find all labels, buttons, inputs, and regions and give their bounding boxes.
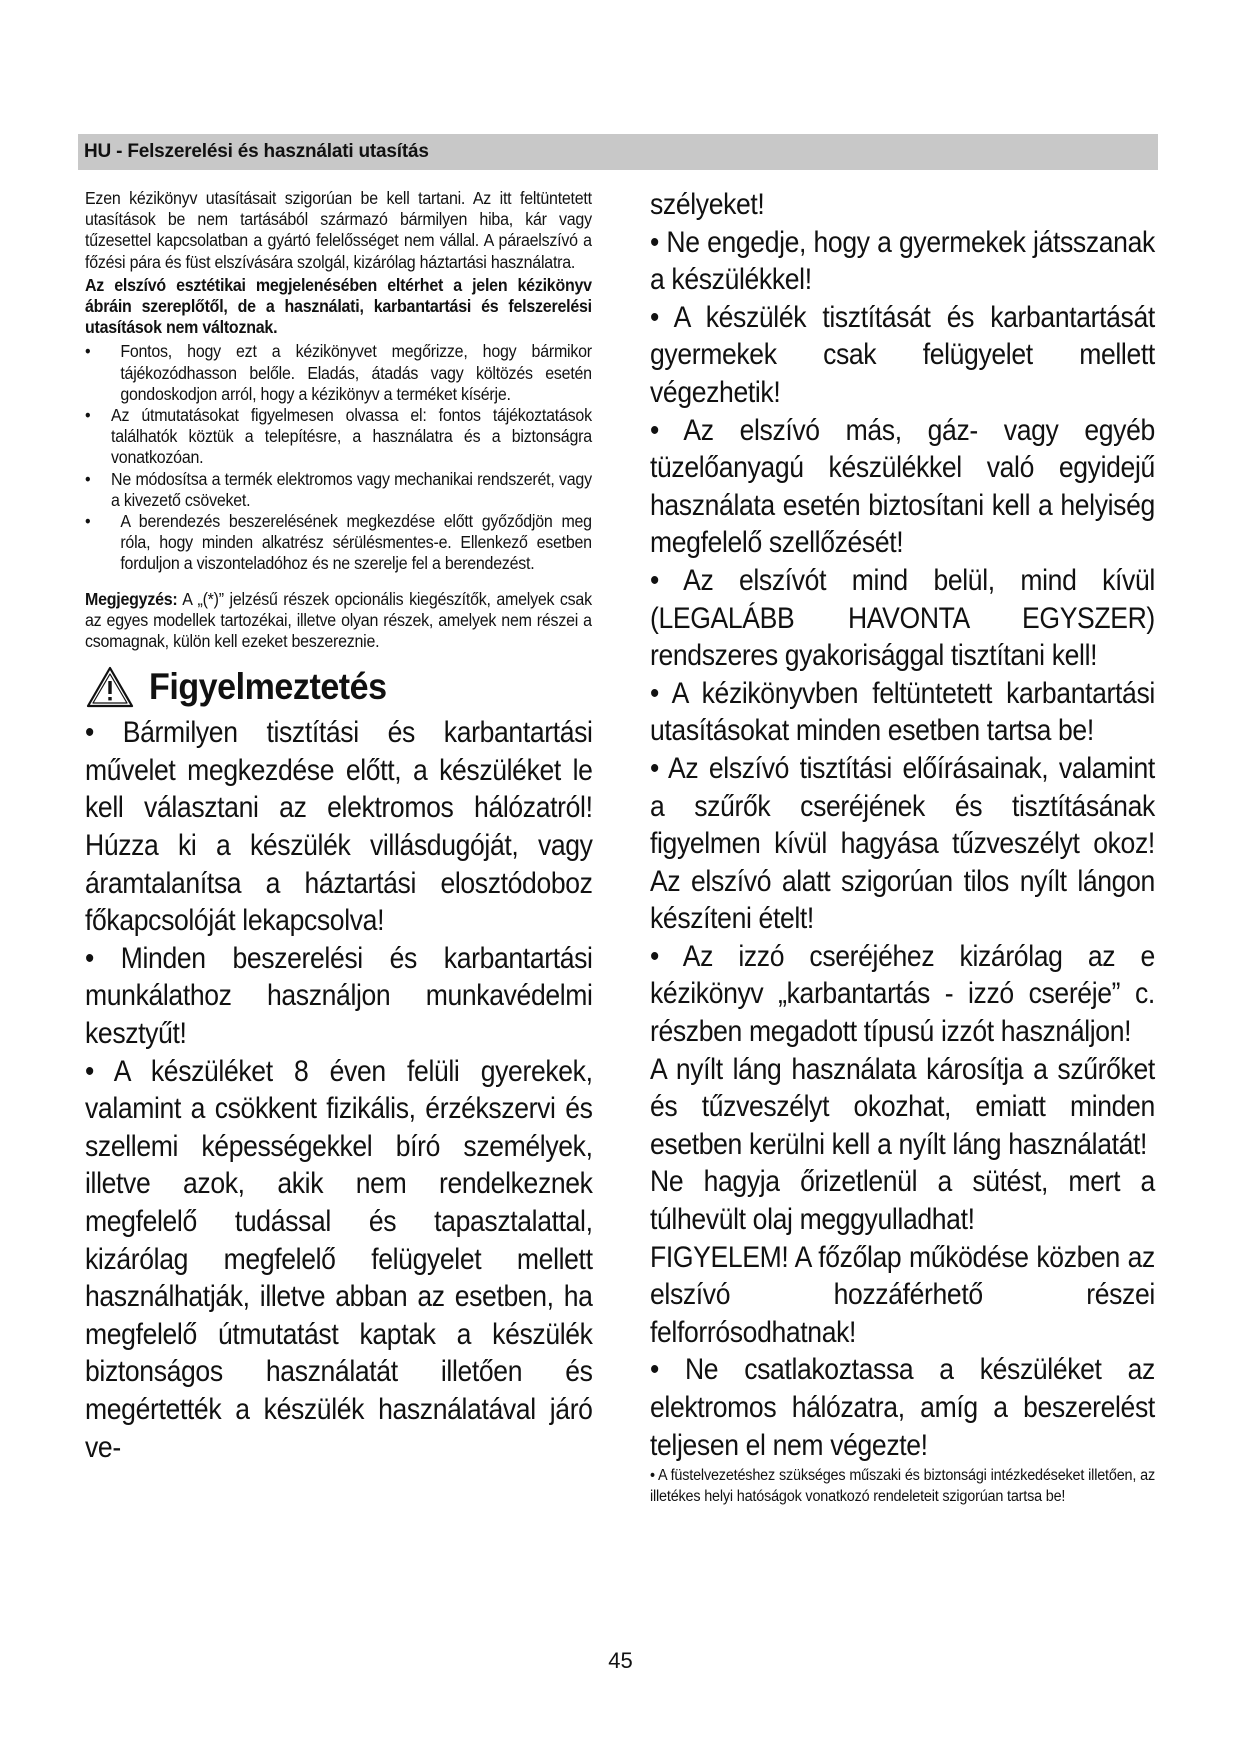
warning-paragraph: • A kézikönyvben feltüntetett karbantartási utasításokat minden esetben tartsa be! bbox=[650, 676, 1155, 748]
warning-paragraph: • Az elszívó tisztítási előírásainak, valamint a szűrők cseréjének és tisztításának figyelmen kívül hagyása tűzveszélyt okoz! Az elszívó alatt szigorúan tilos nyílt lángon készíteni ételt! bbox=[650, 751, 1155, 936]
page-number: 45 bbox=[608, 1648, 633, 1673]
list-item: • Fontos, hogy ezt a kézikönyvet megőrizze, hogy bármikor tájékozódhasson belőle. Eladás, átadás vagy költözés esetén gondoskodjon arról, hogy a kézikönyv a terméket kísérje. bbox=[85, 341, 592, 404]
section-title: HU - Felszerelési és használati utasítás bbox=[84, 141, 429, 162]
warning-paragraph: A nyílt láng használata károsítja a szűrőket és tűzveszélyt okozhat, emiatt minden esetben kerülni kell a nyílt láng használatát! bbox=[650, 1052, 1155, 1161]
right-column bbox=[650, 186, 1155, 1507]
note-label: Megjegyzés: bbox=[85, 588, 178, 609]
warning-title: Figyelmeztetés bbox=[149, 666, 387, 708]
warning-paragraph: • Ne csatlakoztassa a készüléket az elektromos hálózatra, amíg a beszerelést teljesen el nem végezte! bbox=[650, 1353, 1155, 1462]
bullet-icon: • bbox=[85, 511, 91, 532]
warning-paragraph: • Minden beszerelési és karbantartási munkálathoz használjon munkavédelmi kesztyűt! bbox=[85, 941, 593, 1051]
list-item: • A berendezés beszerelésének megkezdése előtt győződjön meg róla, hogy minden alkatrész sérülésmentes-e. Ellenkező esetben forduljon a viszonteladóhoz és ne szerelje fel a berendezést. bbox=[85, 511, 592, 574]
bullet-icon: • bbox=[85, 341, 91, 362]
warning-paragraph: • A készülék tisztítását és karbantartását gyermekek csak felügyelet mellett végezhetik! bbox=[650, 300, 1155, 409]
bullet-icon: • bbox=[85, 405, 91, 426]
list-item: • Ne módosítsa a termék elektromos vagy mechanikai rendszerét, vagy a kivezető csöveket. bbox=[85, 468, 592, 510]
warning-paragraph: szélyeket! bbox=[650, 188, 765, 221]
warning-paragraph: • Az elszívót mind belül, mind kívül (LEGALÁBB HAVONTA EGYSZER) rendszeres gyakorisággal tisztítani kell! bbox=[650, 563, 1155, 673]
warning-triangle-icon bbox=[85, 665, 135, 709]
note-text: A „(*)” jelzésű részek opcionális kiegészítők, amelyek csak az egyes modellek tartozékai, illetve olyan részek, amelyek nem részei a csomagnak, külön kell ezeket beszereznie. bbox=[85, 588, 592, 652]
warning-heading bbox=[85, 660, 592, 714]
list-item: • Az útmutatásokat figyelmesen olvassa el: fontos tájékoztatások találhatók köztük a telepítésre, a használatra és a biztonságra vonatkozóan. bbox=[85, 405, 592, 468]
bullet-icon: • bbox=[85, 468, 91, 489]
warning-paragraph: FIGYELEM! A főzőlap működése közben az elszívó hozzáférhető részei felforrósodhatnak! bbox=[650, 1240, 1155, 1349]
intro-paragraph: Ezen kézikönyv utasításait szigorúan be kell tartani. Az itt feltüntetett utasítások be nem tartásából származó bármilyen hiba, kár vagy tűzesettel kapcsolatban a gyártó felelősséget nem vállal. A páraelszívó a főzési pára és füst elszívására szolgál, kizárólag háztartási használatra. bbox=[85, 188, 592, 272]
warning-paragraph: • A készüléket 8 éven felüli gyerekek, valamint a csökkent fizikális, érzékszervi és szellemi képességekkel bíró személyek, illetve azok, akik nem rendelkeznek megfelelő tudással és tapasztalattal, kizárólag megfelelő felügyelet mellett használhatják, illetve abban az esetben, ha megfelelő útmutatást kaptak a készülék biztonságos használatát illetően és megértették a készülék használatával járó ve- bbox=[85, 1054, 593, 1464]
note-paragraph bbox=[85, 589, 592, 653]
bold-notice: Az elszívó esztétikai megjelenésében eltérhet a jelen kézikönyv ábráin szereplőtől, de a használati, karbantartási és felszerelési utasítások nem változnak. bbox=[85, 274, 592, 338]
warning-paragraph: • Ne engedje, hogy a gyermekek játsszanak a készülékkel! bbox=[650, 225, 1155, 297]
warning-paragraph: • Bármilyen tisztítási és karbantartási művelet megkezdése előtt, a készüléket le kell választani az elektromos hálózatról! Húzza ki a készülék villásdugóját, vagy áramtalanítsa a háztartási elosztódoboz főkapcsolóját lekapcsolva! bbox=[85, 716, 593, 938]
warning-paragraph: Ne hagyja őrizetlenül a sütést, mert a túlhevült olaj meggyulladhat! bbox=[650, 1165, 1155, 1237]
small-note: • A füstelvezetéshez szükséges műszaki és biztonsági intézkedéseket illetően, az illetékes helyi hatóságok vonatkozó rendeleteit szigorúan tartsa be! bbox=[650, 1467, 1155, 1505]
warning-paragraph: • Az izzó cseréjéhez kizárólag az e kézikönyv „karbantartás - izzó cseréje” c. részben megadott típusú izzót használjon! bbox=[650, 939, 1155, 1049]
section-header-bar bbox=[78, 134, 1158, 170]
left-column bbox=[85, 188, 592, 1466]
warning-paragraph: • Az elszívó más, gáz- vagy egyéb tüzelőanyagú készülékkel való egyidejű használata esetén biztosítani kell a helyiség megfelelő szellőzését! bbox=[650, 413, 1155, 560]
